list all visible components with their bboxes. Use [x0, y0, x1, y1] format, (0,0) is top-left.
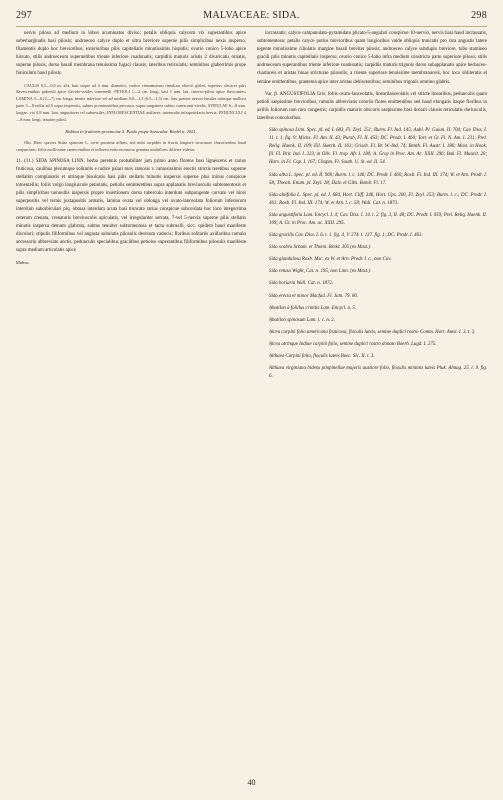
synonym-reference: Abutilon à foliilus crinitis Lam. Encycl. n. 5.: [269, 305, 357, 311]
synonym-reference: Althaea virginiana bidens pimpinellae majoris austiore folio, floculis minimis luteis Pluk. Almag. 25. t. 9. fig. 6.: [269, 366, 487, 380]
synonym-reference: Sida alnifolia L. Spec. pl. ed. I. 684, Hort. Cliff. 346, Hort. Ups. 200, Fl. Zeyl. 253; Burm. l. c.; DC. Prodr. I. 461; Roxb. Fl. Ind. III. 174; W. et Arn. l. c. 58; Wall. Cat. n. 1873.: [269, 192, 487, 206]
synonym-reference: Sida alba L. Spec. pl. ed. II. 960; Burm. l. c. 146; DC. Prodr. I. 460; Roxb. Fl. Ind. III. 174; W. et Arn. Prodr. I. 58; Thwait. Enum. pl. Zeyl. 28; Dalz. et Gibs. Bomb. Fl. 17.: [269, 172, 487, 186]
synonym-reference: Sida spinosa Linn. Spec. pl. ed. I. 683, Fl. Zeyl. 251; Burm. Fl. Ind. 145; Aubl. Pl. Guian. II. 704; Cav. Diss. I. 11. t. 1. fig. 9; Michx. Fl. Am. II. 43; Pursh, Fl. II. 453; DC. Prodr. I. 460; Torr. et Gr. Fl. N. Am. I. 231; Prel. Reliq. Haenk. II. 109; Ell. Sketch. II. 161; Griseb. Fl. Br. W.-Ind. 74; Benth. Fl. Austr. I. 186; Mast. in Hook. fil. Fl. Brit. Ind. I. 323, in Oliv. Fl. trop. Afr. I. 180; A. Gray in Proc. Am. Ac. XXII. 296; Bak. Fl. Mauvit. 20; Harv. in Fl. Cap. I. 167; Chapm. Fl. South. U. St. ed. II. 54.: [269, 128, 487, 166]
page-number-bottom: 40: [247, 778, 256, 787]
page-number-right: 298: [471, 10, 487, 21]
synonym-reference: Sida scabra Schum. et Thonn. Beskr. 305 (ex Mast.).: [269, 245, 372, 251]
paragraph: incrassatis; calyce campanulato-pyramidato plicato-5-angulari conspicue 10-nervio, nervis basi haud incrassatis, subtomentoso; petalis calyce potius brevioribus quam longioribus valde obliquis truncatis pro rara angustis latere tegente minutissime ciliolatis margine basali breviter pilosis; androeceo calyce subduplo breviore, tubo stamineo gracili pilis minutis capitellatis insperso; ovario conico 5-lobo infra medium constricto parte superiore piloso; stilis androeceum superantibus triente inferiore coadunatis; carpidiis maturis trigonis dorso subapplanatis apice herbaceo-chartaceis et aristas binas stricturae pilosulis, a triente superiore tenuissime membranaceis, hoc loco obliteratis et semine emittentibus, praeterea apice inter aristas dehiscentibus; seminibus trigonis omnino glabris.: [257, 31, 487, 85]
synonym-reference: Alcea carpini folio americana fruticosa, floculis luteis, semine duplici rostro Comm. Hort. Amst. I. 3. t. 2.: [269, 329, 476, 335]
species-entry: 11. (11.) SIDA SPINOSA LINN. herba perennis probabiliter jam primo anno florens basi lignescens et rarius fruticosa, caulibus plerumque solitariis e radice palari mox ramosis v. ramosissimis erectis strictis teretibus superne stellatim complanatis et utrinque bisulcatis basi pilis stellatis minutis inspersis superne plus minus conspicue tomentellis; foliis vulgo longiuscule petiolatis, petiolis semiteretibus supra applanatis breviusculis subtomentosis et pilis simplicibus nonnullis inspersis propre insertionem dorso tuberculo interdum subpungente curvato vel binis superpositis vel ternis juxtapositis armatis, lamina ovata vel oblonga vel ovato-lanceolata foliorum inferiorum interdum suborbiculari plq. obtusa interdum acuta basi truncata rarius conspicue subcordata hoc loco integerrima ceterum crenata, crenaturis breviusculis apiculatis, vel irregulariter serrata, 7-vel 5-nervia superne pilis stellatis minutis inspersa demum glabrata, subtus tenuiter subtomentosa et tactu submolli, sicc. quidem haud manifeste discolori; stipulis filiformibus vel angusta subulatis pilosulis deorsum caducis; floribus solitariis axillaribus ramulo accessorio abbreviato anctis, pedunculis specialibus gracilibus petiolos superantibus filiformibus pilosulis manifeste supra medium articulatis apice: [16, 158, 246, 253]
page-number-left: 297: [16, 10, 32, 21]
running-header: [16, 8, 487, 27]
synonym-reference: Alcea utrinque Indiae carpini folio, semine duplici rostro donato Boerh. Lugd. I. 275.: [269, 341, 437, 347]
synonym-reference: Sida retusa Wight, Cat. n. 195, non Linn. (ex Mast.).: [269, 269, 372, 275]
left-footer: Malvac.: [16, 260, 30, 266]
synonym-reference: Sida erecta et minor Macfad. Fl. Jam. 79. 80.: [269, 293, 359, 299]
observation-note: Obs. Haec species Sidae spinosae L. certe proxima affinis, sed mihi carpidiis in fructu longiore structurae characteribus haud conjunctam; foliis mollissime canescentibus et inflorescentia racemosa genuina multifloris differre videtur.: [16, 140, 246, 152]
running-title: MALVACEAE: SIDA.: [203, 10, 300, 21]
synonym-reference: Sida angustifolia Lam. Encycl. I. 4; Cav. Diss. I. 14. t. 2. fig. 3, II. 48; DC. Prodr. I. 459; Prel. Reliq. Haenk. II. 109; A. Gr. in Proc. Am. ac. XXII. 295.: [269, 212, 487, 226]
variety-paragraph: Var. β. ANGUSTIFOLIA Gris. foliis ovato-lanceolatis, linearilanceolatis vel stricte linearibus, pedunculis quam petioli saepissime brevioribus, ramulis abbreviatis coloriis flores emittentibus sed haud elongatis itaque floribus in axillis foliorum non raro congestis; carpidiis maturis obscuris saepissime basi dorsali clausis reticulatis duriusculis, lateribus concoloribus.: [257, 91, 487, 121]
synonym-reference: Sida glandulosa Roxb. Msc. ex W. et Arn. Prodr. l. c., non Cav.: [269, 257, 392, 263]
paragraph: nervis piloso ad medium in lobos acuminatos diviso; petalis obliquis calycem vix superantibus apice subemarginatis basi pilosis; androeceo calyce duplo et ultra breviore superne pilis simplicibus nexis insperso, filamentis duplo hoc brevioribus, exterioribus pilis capitellatis minutissimis hispidis; ovario conico 5-lobo apice hirsuto, stilis androeceum superantibus triente inferiore coadunatis; carpidiis maturis aristis 2 divaricatis ornatis, superne pilosis, dorso basali membrana tenuissima fugaci clausis, lateribus reticulatis; seminibus glaberrimis prope funiculum haud pilosis.: [16, 31, 246, 77]
synonym-reference: Sida gracilis Cav. Diss. I. 6. t. 1. fig. 4, V. 274. t. 137. fig. 1; DC. Prodr. I. 461.: [269, 233, 423, 239]
habitat-note: Habitat in fruticetis provinciae S. Paulo prope Sorocaba: Riedel n. 2021.: [65, 129, 197, 134]
synonym-reference: Abutilon spinosum Lam. l. c. n. 2.: [269, 317, 335, 323]
left-column: [16, 30, 246, 780]
synonym-reference: Sida boriaria Wall. Cat. n. 1872.: [269, 281, 334, 287]
right-column: [257, 30, 487, 780]
description-paragraph: CAULIS 0,5—0,6 m. alti, basi usque ad 4 mm. diametro, cortice cinnamomeo rimuloso obtecti glabri, superius olivacei pilis flavescentibus puberuli apice flavido-virides tomentelli. PETIOLI 1—2 cm. longi, basi 1 mm. lati, cinereo-pilosi apice flavicantes; LAMINA 3—6 (2—7) cm. longa, triente inferiore vel ad medium 0,8—1,3 (0,5—1,5) cm. lata, praeter nervos basales utrinque mollissi parte 5—8 radiis ad 6 supra impressis, subtus prominentibus percursa, supra sanguinea subtus canescenti-viridis; STIPULAE 6—8 mm. longae, vix 0,8 mm. lata, angustiores rel subsessiles; INFLORESCENTIAE axillares, internodia infrapetiolaria brevia. PEDUNCULI 4—8 mm. longi, tenuiter pilosi.: [16, 82, 246, 123]
synonym-reference: Althaea Carpini folio, floculis luteis Boec. Sic. II. t. 3.: [269, 354, 375, 359]
